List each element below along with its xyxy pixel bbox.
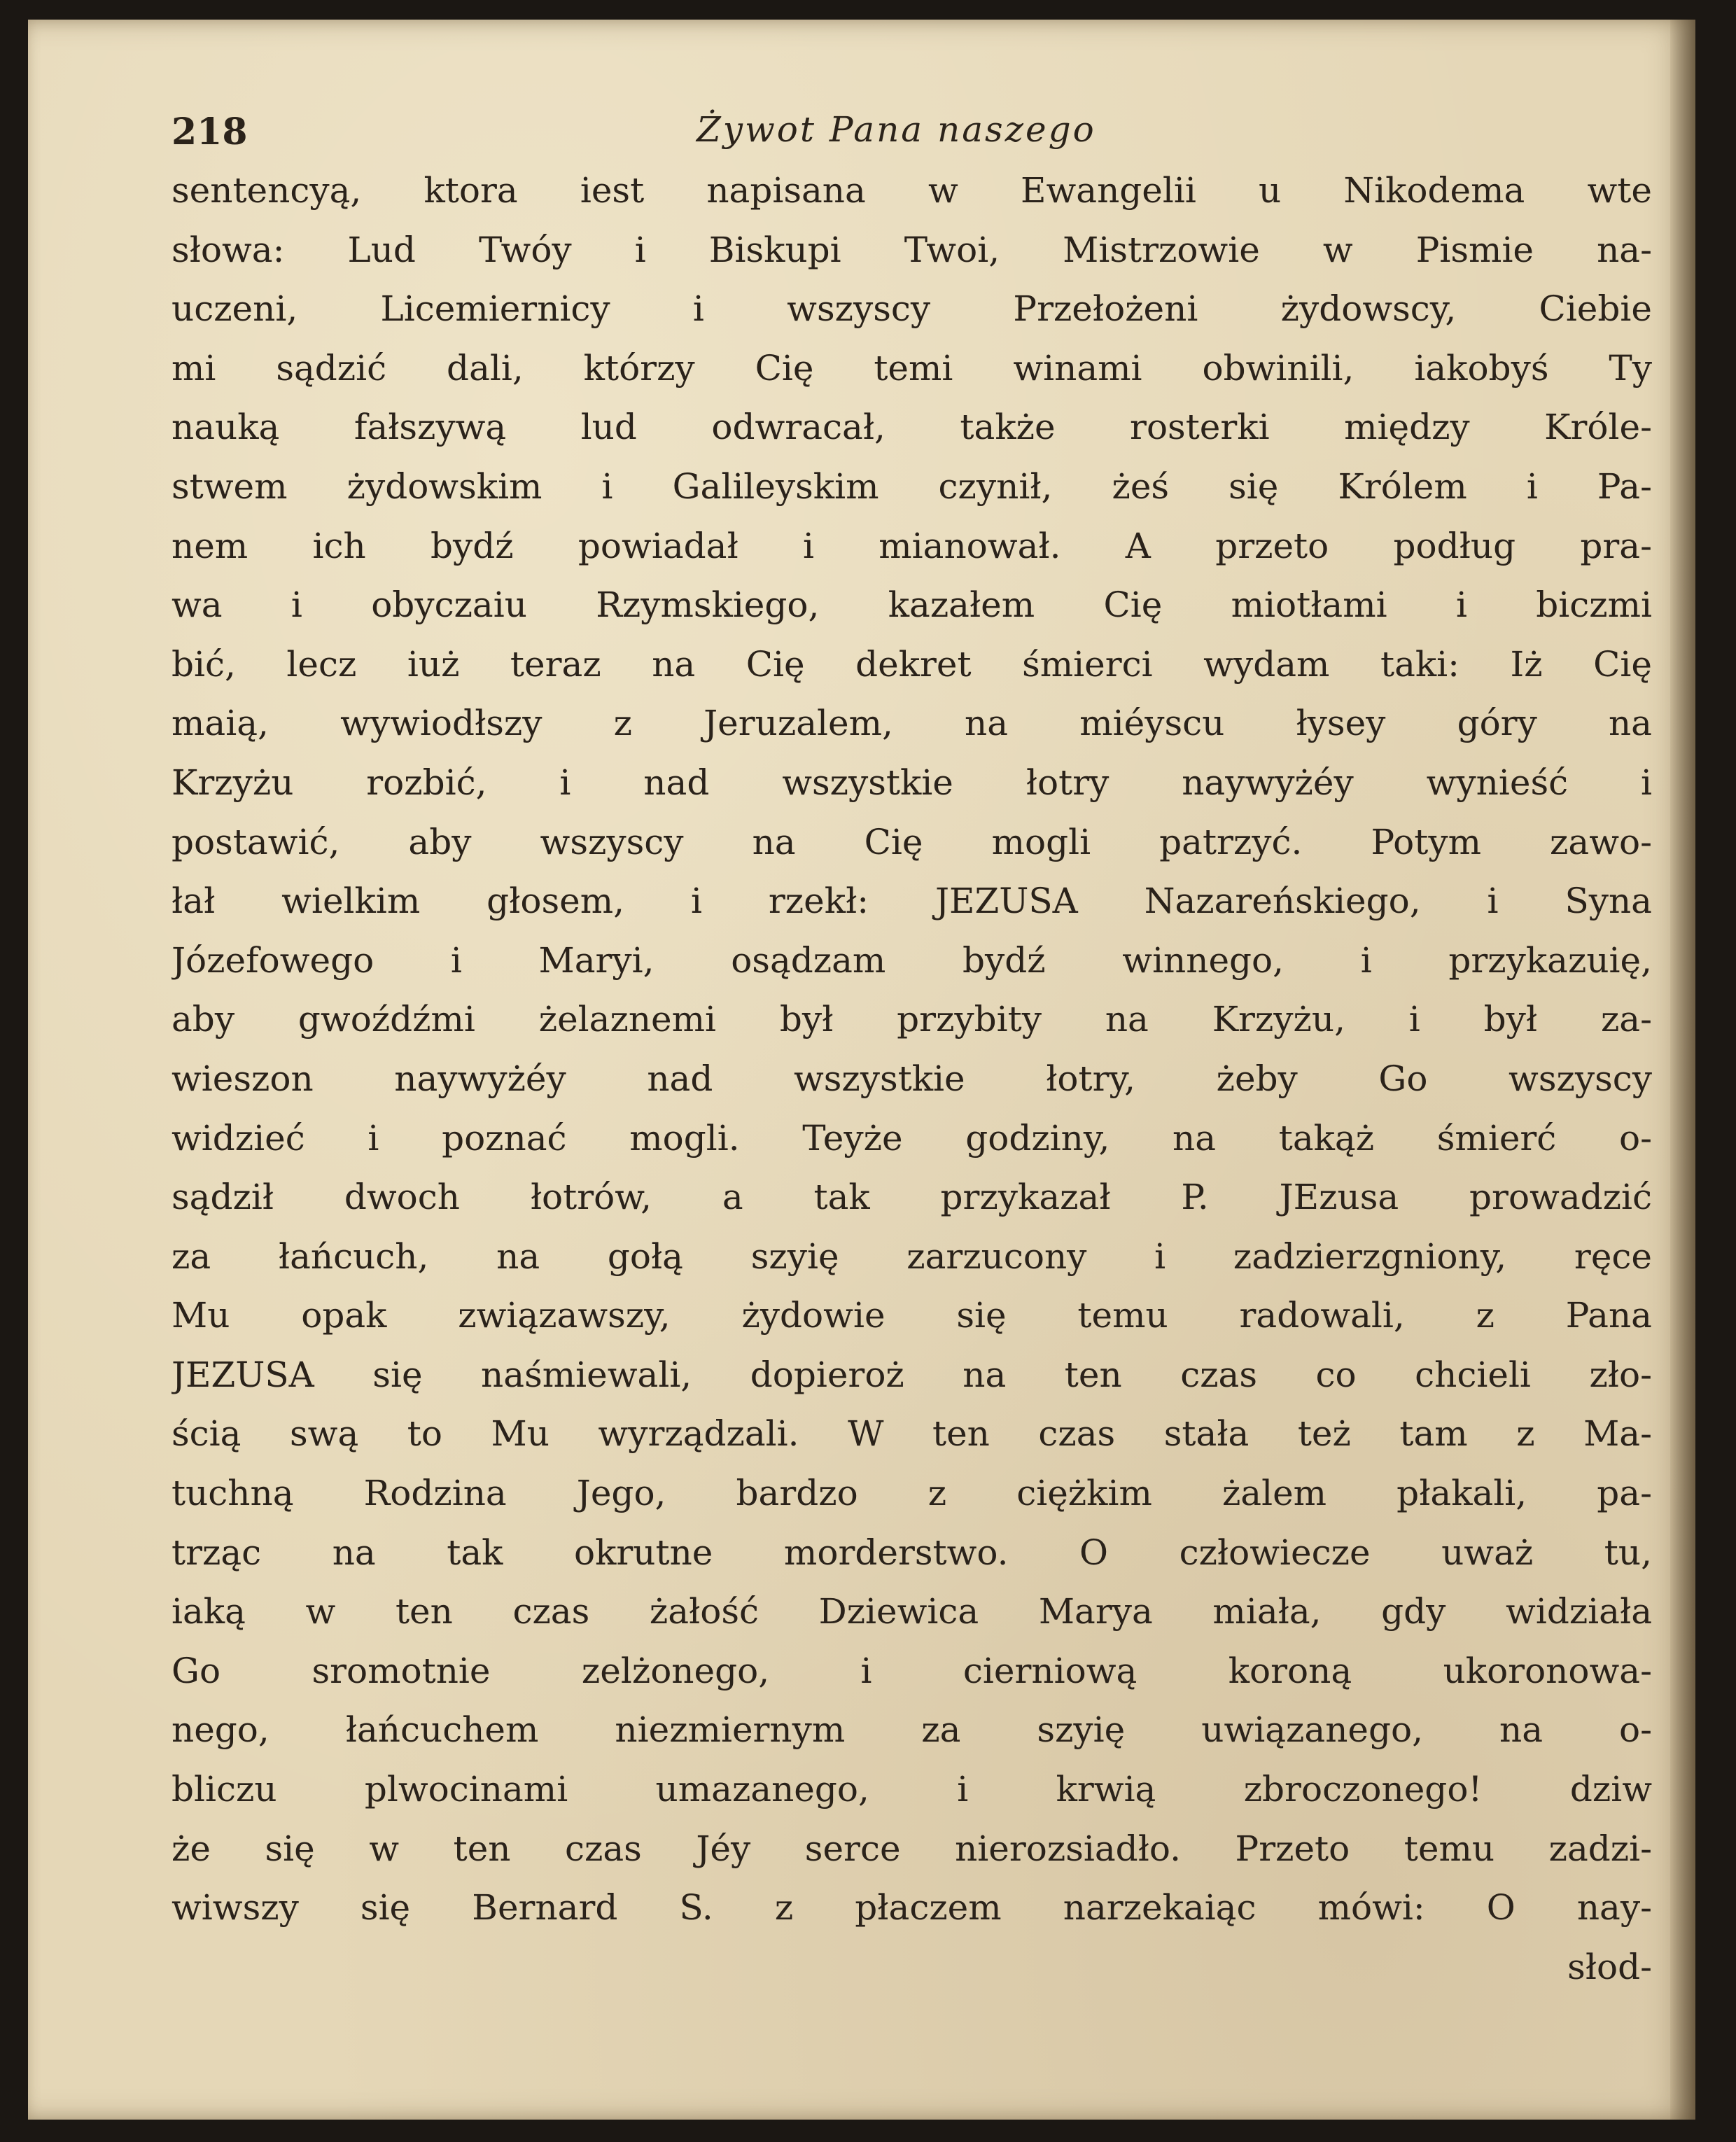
text-line: sentencyą, ktora iest napisana w Ewangelii u Nikodema wte [172,170,1652,211]
text-line: widzieć i poznać mogli. Teyże godziny, na takąż śmierć o- [172,1117,1652,1158]
catchword: słod- [1567,1946,1652,1987]
text-line: nego, łańcuchem niezmiernym za szyię uwiązanego, na o- [172,1709,1652,1751]
text-line: Krzyżu rozbić, i nad wszystkie łotry naywyżéy wynieść i [172,762,1652,803]
text-line: bliczu plwocinami umazanego, i krwią zbroczonego! dziw [172,1769,1652,1810]
text-line: iaką w ten czas żałość Dziewica Marya miała, gdy widziała [172,1591,1652,1632]
text-line: wiwszy się Bernard S. z płaczem narzekaiąc mówi: O nay- [172,1887,1652,1928]
text-line: nem ich bydź powiadał i mianował. A przeto podług pra- [172,525,1652,566]
text-line: nauką fałszywą lud odwracał, także rosterki między Króle- [172,407,1652,448]
running-title: Żywot Pana naszego [696,109,1096,150]
text-line: słowa: Lud Twóy i Biskupi Twoi, Mistrzowie w Pismie na- [172,229,1652,270]
book-page [28,20,1695,2120]
text-line: za łańcuch, na gołą szyię zarzucony i zadzierzgniony, ręce [172,1236,1652,1277]
text-line: Mu opak związawszy, żydowie się temu radowali, z Pana [172,1295,1652,1336]
text-line: że się w ten czas Jéy serce nierozsiadło. Przeto temu zadzi- [172,1828,1652,1869]
page-number: 218 [172,111,248,153]
text-line: Józefowego i Maryi, osądzam bydź winnego, i przykazuię, [172,939,1652,981]
page-gutter-shadow [1670,20,1695,2120]
text-line: tuchną Rodzina Jego, bardzo z ciężkim żalem płakali, pa- [172,1473,1652,1514]
running-head [144,102,1656,165]
text-line: bić, lecz iuż teraz na Cię dekret śmierci wydam taki: Iż Cię [172,643,1652,685]
text-line: Go sromotnie zelżonego, i cierniową koroną ukoronowa- [172,1650,1652,1691]
text-line: JEZUSA się naśmiewali, dopieroż na ten czas co chcieli zło- [172,1354,1652,1395]
text-line: sądził dwoch łotrów, a tak przykazał P. JEzusa prowadzić [172,1177,1652,1218]
text-line: maią, wywiodłszy z Jeruzalem, na miéyscu łysey góry na [172,703,1652,744]
body-text [172,161,1652,1996]
text-line: mi sądzić dali, którzy Cię temi winami obwinili, iakobyś Ty [172,347,1652,388]
text-line: ścią swą to Mu wyrządzali. W ten czas stała też tam z Ma- [172,1413,1652,1455]
text-line: uczeni, Licemiernicy i wszyscy Przełożeni żydowscy, Ciebie [172,288,1652,330]
text-line: łał wielkim głosem, i rzekł: JEZUSA Nazareńskiego, i Syna [172,881,1652,922]
text-line: trząc na tak okrutne morderstwo. O człowiecze uważ tu, [172,1532,1652,1573]
text-line: postawić, aby wszyscy na Cię mogli patrzyć. Potym zawo- [172,821,1652,862]
text-line: wa i obyczaiu Rzymskiego, kazałem Cię miotłami i biczmi [172,584,1652,626]
text-line: stwem żydowskim i Galileyskim czynił, żeś się Królem i Pa- [172,465,1652,507]
text-line: aby gwoźdźmi żelaznemi był przybity na Krzyżu, i był za- [172,999,1652,1040]
text-line: wieszon naywyżéy nad wszystkie łotry, żeby Go wszyscy [172,1058,1652,1099]
